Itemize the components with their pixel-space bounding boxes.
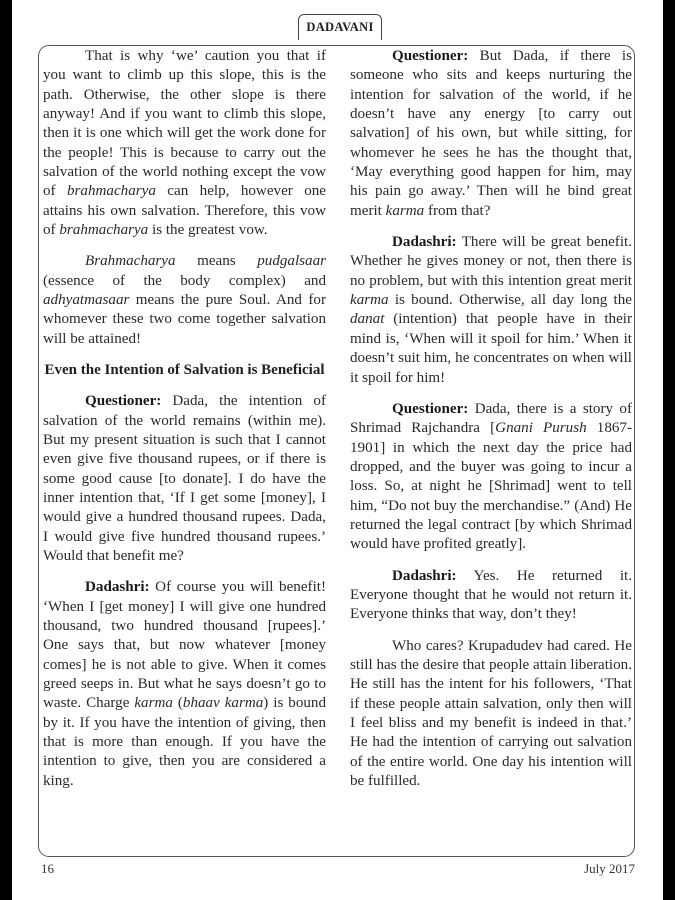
left-black-margin [0,0,12,900]
paragraph-text: ( [172,695,183,712]
paragraph-text: There will be great benefit. Whether he gives money or not, then there is no problem, but with this intention great merit [350,234,632,289]
paragraph-text: can help, however one attains his own salvation. Therefore, this vow of [43,183,326,239]
paragraph [350,567,632,625]
italic-term: Brahmacharya [85,253,176,270]
italic-term: karma [385,202,425,219]
issue-date: July 2017 [584,861,635,876]
right-column [350,47,632,791]
paragraph-text: Dada, the intention of salvation of the world remains (within me). But my present situation is such that I cannot even give five thousand rupees, or if there is some good cause [to donate]. I do have the inner intention that, ‘If I get some [money], I would give a hundred thousand rupees. Dada, I would give five hundred thousand rupees.’ Would that benefit me? [43,393,326,564]
speaker-label: Questioner: [392,400,469,417]
paragraph [43,578,326,791]
section-heading: Even the Intention of Salvation is Beneficial [44,362,325,379]
left-paragraphs [43,47,326,349]
paragraph [350,233,632,388]
paragraph-text: 1867-1901] in which the next day the price had dropped, and the buyer was going to incur a loss. So, at night he [Shrimad] went to tell him, “Do not buy the merchandise.” (And) He returned the legal contract [by which Shrimad would have profited greatly]. [350,420,632,553]
paragraph-text: Of course you will benefit! ‘When I [get money] I will give one hundred thousand, two hundred thousand [rupees].’ One says that, but now whatever [money comes] he is not able to give. When it comes greed seeps in. But what he says doesn’t go to waste. Charge [43,579,326,712]
right-black-margin [663,0,675,900]
italic-term: pudgalsaar [257,253,326,270]
speaker-label: Questioner: [85,393,162,410]
paragraph [43,252,326,349]
left-column [43,47,326,791]
left-paragraphs-after-heading [43,392,326,791]
italic-term: Gnani Purush [495,420,587,437]
italic-term: bhaav karma [182,695,264,712]
italic-term: karma [134,695,173,712]
paragraph [350,637,632,792]
speaker-label: Dadashri: [392,567,457,584]
italic-term: brahmacharya [59,222,149,239]
paragraph-text: means the pure Soul. And for whomever these two come together salvation will be attained! [43,292,326,347]
right-paragraphs [350,47,632,791]
italic-term: karma [350,292,389,309]
paragraph-text: (intention) that people have in their mind is, ‘When will it spoil for him.’ When it doesn’t suit him, he concentrates on when will it spoil for him! [350,311,632,386]
paragraph-text: from that? [424,202,491,219]
magazine-title-tab [298,14,382,40]
paragraph-text: But Dada, if there is someone who sits and keeps nurturing the intention for salvation of the world, if he doesn’t have any energy [to carry out salvation] of his own, but while sitting, for whomever he sees he has the thought that, ‘May everything good happen for him, may his pain go away.’ Then will he bind great merit [350,48,632,219]
paragraph-text: is bound. Otherwise, all day long the [388,292,632,309]
italic-term: brahmacharya [67,183,156,200]
paragraph [43,392,326,566]
paragraph-text: means [175,253,258,270]
paragraph-text: That is why ‘we’ caution you that if you want to climb up this slope, this is the path. Otherwise, the other slope is there anyway! And if you want to climb this slope, then it is one which will get the work done for the people! This is because to carry out the salvation of the world nothing except the vow of [43,48,326,200]
paragraph-text: ) is bound by it. If you have the intention of giving, then that is more than enough. If you have the intention to give, then you are considered a king. [43,695,327,789]
page-number: 16 [41,861,54,876]
speaker-label: Dadashri: [392,234,457,251]
speaker-label: Questioner: [392,48,469,64]
paragraph-text: Dada, there is a story of Shrimad Rajchandra [ [350,400,632,437]
italic-term: danat [350,311,385,328]
paragraph [350,47,632,221]
italic-term: adhyatmasaar [43,292,130,309]
speaker-label: Dadashri: [85,579,150,596]
paragraph [43,47,326,240]
paragraph-text: (essence of the body complex) and [43,272,326,289]
paragraph-text: Who cares? Krupadudev had cared. He still has the desire that people attain liberation. He still has the intent for his followers, ‘That if these people attain salvation, only then will I feel bliss and my benefit is indeed in that.’ He had the intention of carrying out salvation of the entire world. One day his intention will be fulfilled. [350,637,632,790]
paragraph-text: Yes. He returned it. Everyone thought that he would not return it. Everyone thinks that way, don’t they! [350,567,632,623]
magazine-title: DADAVANI [306,20,374,34]
paragraph-text: is the greatest vow. [148,222,268,239]
paragraph [350,400,632,555]
